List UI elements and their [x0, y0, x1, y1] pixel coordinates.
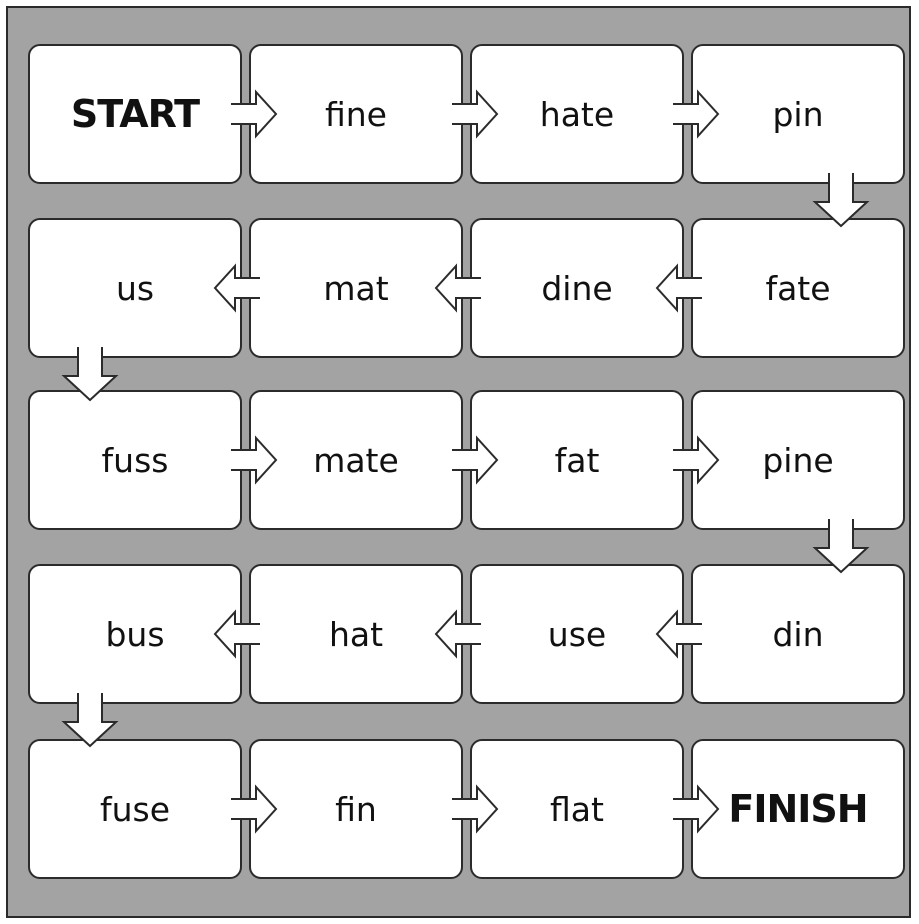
tile-word: mate [313, 440, 399, 480]
tile-word: START [70, 92, 200, 136]
tile-2-3 [691, 390, 905, 530]
tile-0-2 [470, 44, 684, 184]
tile-word: din [772, 614, 824, 654]
tile-3-3 [691, 564, 905, 704]
tile-word: fat [554, 440, 600, 480]
game-board [6, 6, 911, 918]
tile-4-1 [249, 739, 463, 879]
tile-1-1 [249, 218, 463, 358]
tile-word: flat [550, 789, 604, 829]
tile-word: FINISH [728, 787, 868, 831]
tile-word: us [115, 268, 155, 308]
tile-3-1 [249, 564, 463, 704]
tile-word: pine [762, 440, 834, 480]
tile-word: fine [324, 94, 387, 134]
tile-word: dine [541, 268, 613, 308]
tile-word: fuse [99, 789, 171, 829]
tile-0-0 [28, 44, 242, 184]
tile-1-3 [691, 218, 905, 358]
tile-4-0 [28, 739, 242, 879]
tile-word: fate [765, 268, 831, 308]
tile-2-0 [28, 390, 242, 530]
tile-3-2 [470, 564, 684, 704]
tile-1-2 [470, 218, 684, 358]
tile-1-0 [28, 218, 242, 358]
tile-word: hat [328, 614, 384, 654]
tile-word: fin [335, 789, 377, 829]
tile-0-3 [691, 44, 905, 184]
tile-word: hate [539, 94, 615, 134]
tile-3-0 [28, 564, 242, 704]
tile-word: use [547, 614, 607, 654]
tile-word: fuss [101, 440, 169, 480]
tile-word: bus [105, 614, 165, 654]
tile-4-3 [691, 739, 905, 879]
tile-4-2 [470, 739, 684, 879]
tile-2-2 [470, 390, 684, 530]
tile-word: mat [323, 268, 389, 308]
tile-0-1 [249, 44, 463, 184]
tile-2-1 [249, 390, 463, 530]
tile-word: pin [772, 94, 824, 134]
